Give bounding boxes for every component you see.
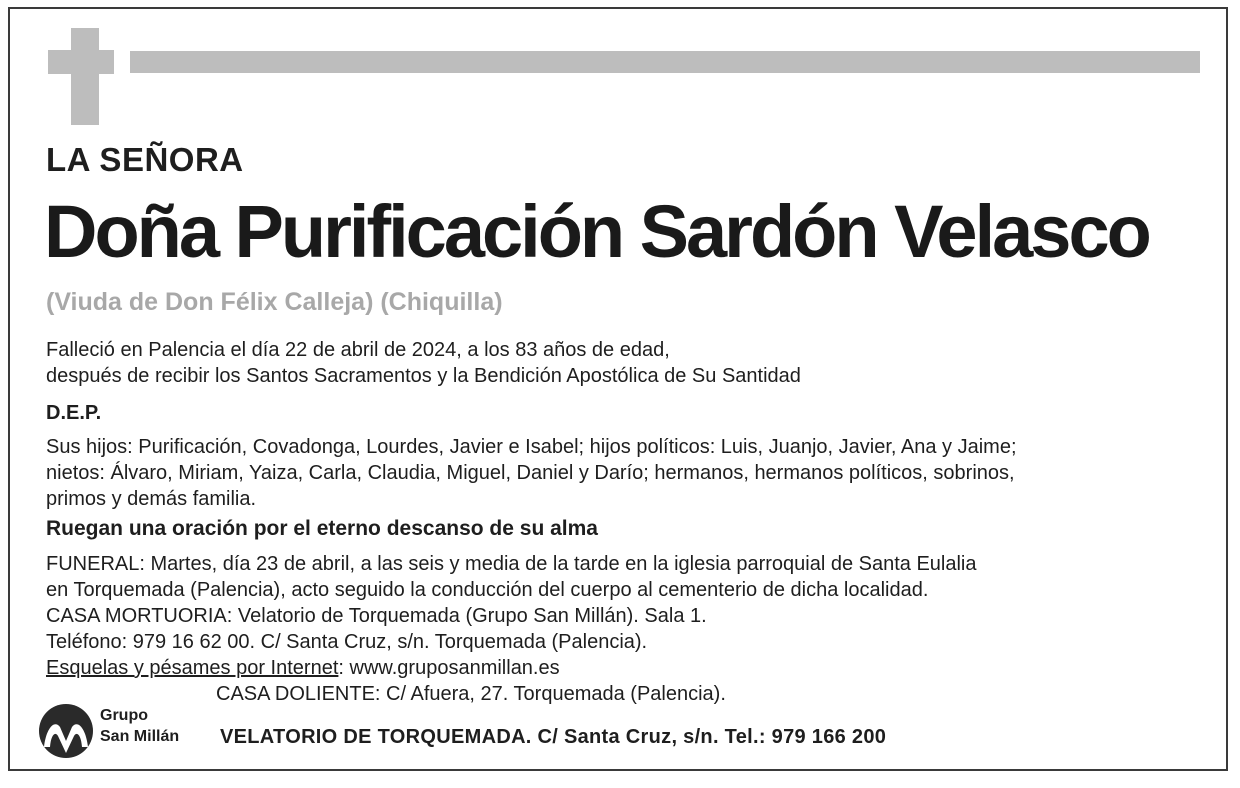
velatorio-footer: VELATORIO DE TORQUEMADA. C/ Santa Cruz, s/n. Tel.: 979 166 200 [220, 726, 887, 748]
funeral-details [46, 551, 977, 681]
family-list [46, 434, 1017, 512]
death-notice [46, 337, 801, 389]
cross-icon-vertical [71, 28, 99, 125]
family-line-2: nietos: Álvaro, Miriam, Yaiza, Carla, Claudia, Miguel, Daniel y Darío; hermanos, hermanos políticos, sobrinos, [46, 462, 1015, 484]
deceased-subtitle: (Viuda de Don Félix Calleja) (Chiquilla) [46, 288, 503, 316]
funeral-line-2: en Torquemada (Palencia), acto seguido la conducción del cuerpo al cementerio de dicha localidad. [46, 579, 929, 601]
header-rule [130, 51, 1200, 73]
dep-label: D.E.P. [46, 402, 102, 424]
internet-url[interactable]: www.gruposanmillan.es [349, 657, 560, 679]
telefono-line: Teléfono: 979 16 62 00. C/ Santa Cruz, s/n. Torquemada (Palencia). [46, 631, 648, 653]
casa-doliente: CASA DOLIENTE: C/ Afuera, 27. Torquemada (Palencia). [216, 683, 726, 705]
logo-text [100, 705, 179, 747]
logo-line-1: Grupo [100, 707, 148, 724]
grupo-san-millan-logo-icon [38, 703, 94, 759]
family-line-3: primos y demás familia. [46, 488, 257, 510]
logo-line-2: San Millán [100, 728, 180, 745]
internet-label[interactable]: Esquelas y pésames por Internet [46, 657, 339, 679]
internet-separator: : [338, 657, 350, 679]
death-line-2: después de recibir los Santos Sacramentos y la Bendición Apostólica de Su Santidad [46, 365, 801, 387]
death-line-1: Falleció en Palencia el día 22 de abril de 2024, a los 83 años de edad, [46, 339, 670, 361]
funeral-line-1: FUNERAL: Martes, día 23 de abril, a las seis y media de la tarde en la iglesia parroquial de Santa Eulalia [46, 553, 977, 575]
prayer-request: Ruegan una oración por el eterno descanso de su alma [46, 517, 598, 540]
internet-line [46, 655, 977, 681]
intro-label: LA SEÑORA [46, 141, 244, 178]
cross-icon-horizontal [48, 50, 114, 74]
deceased-name: Doña Purificación Sardón Velasco [44, 190, 1149, 273]
family-line-1: Sus hijos: Purificación, Covadonga, Lourdes, Javier e Isabel; hijos políticos: Luis, Juanjo, Javier, Ana y Jaime; [46, 436, 1017, 458]
mortuoria-line: CASA MORTUORIA: Velatorio de Torquemada (Grupo San Millán). Sala 1. [46, 605, 707, 627]
